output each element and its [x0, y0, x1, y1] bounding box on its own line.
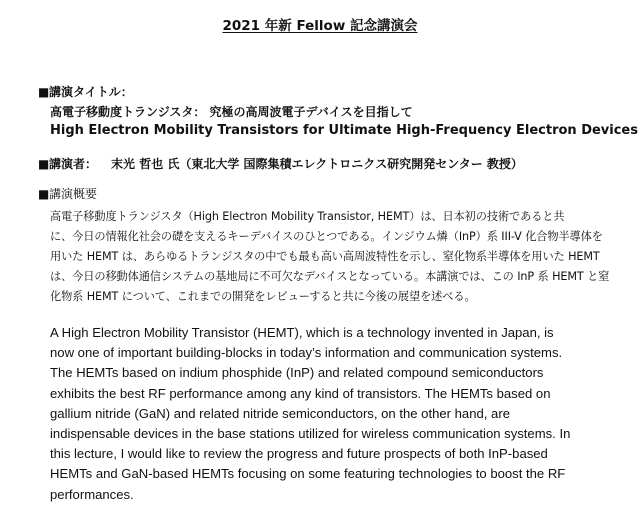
summary-jp-line: 高電子移動度トランジスタ（High Electron Mobility Transistor, HEMT）は、日本初の技術であると共	[50, 210, 565, 223]
summary-en-line: this lecture, I would like to review the progress and future prospects of both InP-based	[50, 446, 548, 462]
summary-en-line: The HEMTs based on indium phosphide (InP) and related compound semiconductors	[50, 365, 544, 381]
summary-jp-paragraph	[50, 207, 630, 307]
summary-jp-line: 用いた HEMT は、あらゆるトランジスタの中でも最も高い高周波特性を示し、窒化物系半導体を用いた HEMT	[50, 250, 600, 263]
summary-jp-line: 化物系 HEMT について、これまでの開発をレビューすると共に今後の展望を述べる。	[50, 290, 476, 303]
bullet-icon: ■	[38, 85, 50, 99]
lecture-title-en: High Electron Mobility Transistors for Ultimate High-Frequency Electron Devices	[50, 123, 638, 138]
summary-heading: ■講演概要	[38, 187, 98, 201]
summary-en-line: A High Electron Mobility Transistor (HEMT), which is a technology invented in Japan, is	[50, 325, 554, 340]
summary-en-line: now one of important building-blocks in today’s information and communication systems.	[50, 345, 563, 361]
summary-en-paragraph	[50, 323, 635, 505]
summary-en-line: indispensable devices in the base stations utilized for wireless communication systems. In	[50, 426, 571, 442]
summary-en-line: exhibits the best RF performance among any kind of transistors. The HEMTs based on	[50, 385, 551, 401]
summary-jp-line: に、今日の情報化社会の礎を支えるキーデバイスのひとつである。インジウム燐（InP）系 III-V 化合物半導体を	[50, 230, 603, 243]
lecture-title-jp: 高電子移動度トランジスタ： 究極の高周波電子デバイスを目指して	[50, 105, 413, 119]
summary-jp-line: は、今日の移動体通信システムの基地局に不可欠なデバイスとなっている。本講演では、この InP 系 HEMT と窒	[50, 270, 610, 283]
lecture-title-heading: ■講演タイトル：	[38, 85, 133, 99]
summary-en-line: HEMTs and GaN-based HEMTs focusing on some featuring technologies to boost the RF	[50, 466, 566, 482]
page-title: 2021 年新 Fellow 記念講演会	[222, 18, 418, 34]
bullet-icon: ■	[38, 187, 50, 201]
summary-en-line: performances.	[50, 486, 134, 502]
speaker-line: ■講演者： 末光 哲也 氏（東北大学 国際集積エレクトロニクス研究開発センター 教授）	[38, 157, 523, 171]
summary-en-line: gallium nitride (GaN) and related nitride semiconductors, on the other hand, are	[50, 405, 510, 421]
bullet-icon: ■	[38, 157, 50, 171]
